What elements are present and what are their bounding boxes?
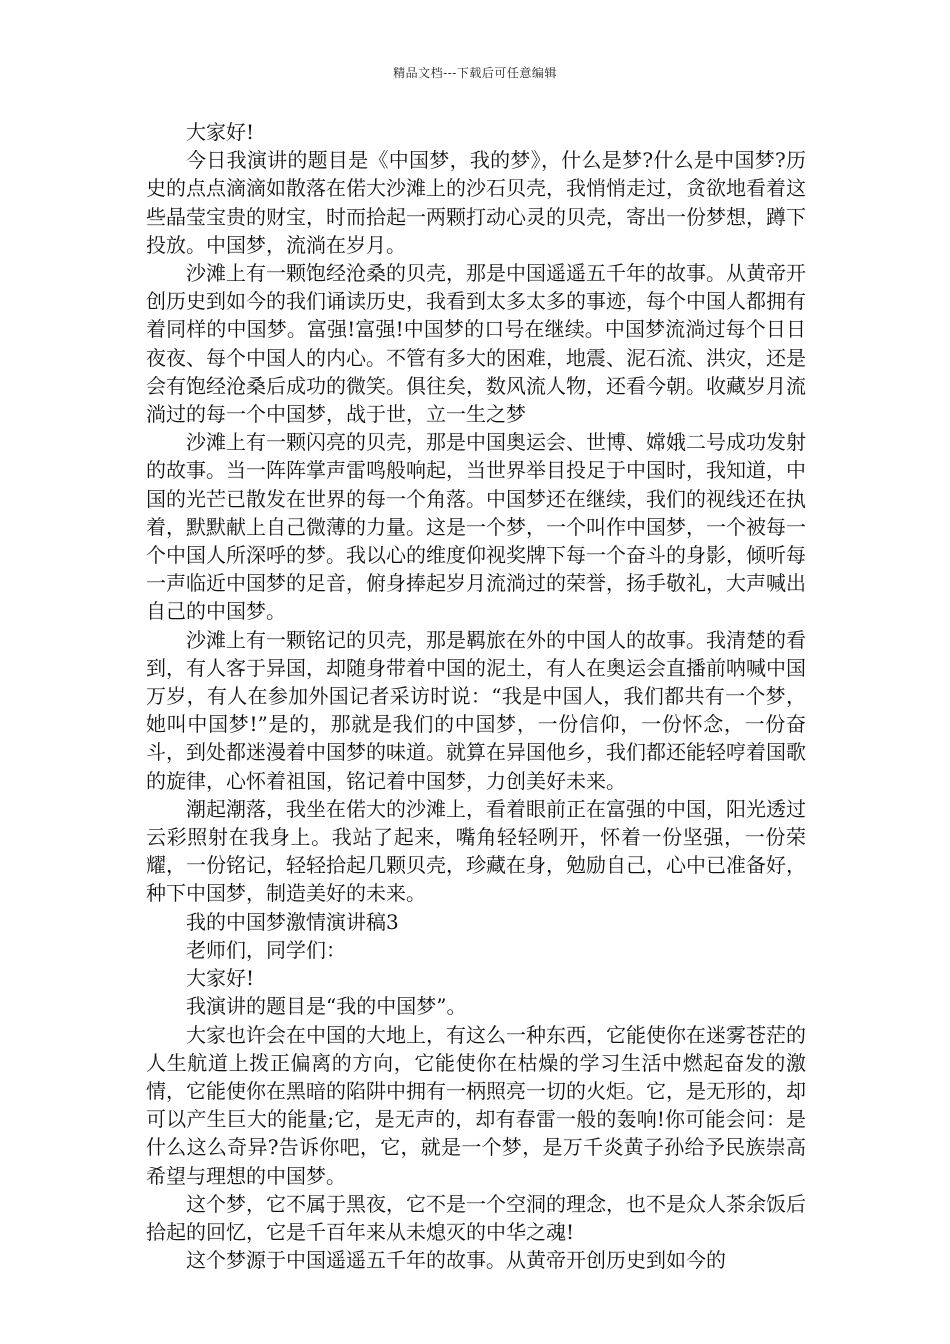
paragraph: 大家也许会在中国的大地上，有这么一种东西，它能使你在迷雾苍茫的人生航道上拨正偏离的方向，它能使你在枯燥的学习生活中燃起奋发的激情，它能使你在黑暗的陷阱中拥有一柄照亮一切的火炬。它，是无形的，却可以产生巨大的能量;它，是无声的，却有春雷一般的轰响!你可能会问：是什么这么奇异?告诉你吧，它，就是一个梦，是万千炎黄子孙给予民族崇高希望与理想的中国梦。	[146, 1022, 806, 1188]
salutation: 老师们，同学们：	[186, 937, 346, 962]
document-body	[146, 118, 806, 1274]
paragraph-greeting: 大家好!	[186, 966, 255, 991]
paragraph: 潮起潮落，我坐在偌大的沙滩上，看着眼前正在富强的中国，阳光透过云彩照射在我身上。我站了起来，嘴角轻轻咧开，怀着一份坚强，一份荣耀，一份铭记，轻轻拾起几颗贝壳，珍藏在身，勉励自己，心中已准备好，种下中国梦，制造美好的未来。	[146, 796, 806, 906]
section-title: 我的中国梦激情演讲稿3	[186, 909, 399, 934]
paragraph: 我演讲的题目是“我的中国梦”。	[186, 994, 467, 1019]
paragraph-greeting: 大家好!	[186, 120, 255, 144]
paragraph: 这个梦，它不属于黑夜，它不是一个空洞的理念，也不是众人茶余饭后拾起的回忆，它是千百年来从未熄灭的中华之魂!	[146, 1191, 806, 1244]
page-header: 精品文档---下载后可任意编辑	[393, 66, 557, 80]
paragraph: 今日我演讲的题目是《中国梦，我的梦》，什么是梦?什么是中国梦?历史的点点滴滴如散落在偌大沙滩上的沙石贝壳，我悄悄走过，贪欲地看着这些晶莹宝贵的财宝，时而拾起一两颗打动心灵的贝壳，寄出一份梦想，蹲下投放。中国梦，流淌在岁月。	[146, 148, 806, 257]
paragraph: 沙滩上有一颗饱经沧桑的贝壳，那是中国遥遥五千年的故事。从黄帝开创历史到如今的我们诵读历史，我看到太多太多的事迹，每个中国人都拥有着同样的中国梦。富强!富强!中国梦的口号在继续。中国梦流淌过每个日日夜夜、每个中国人的内心。不管有多大的困难，地震、泥石流、洪灾，还是会有饱经沧桑后成功的微笑。俱往矣，数风流人物，还看今朝。收藏岁月流淌过的每一个中国梦，战于世，立一生之梦	[146, 261, 806, 427]
paragraph: 沙滩上有一颗铭记的贝壳，那是羁旅在外的中国人的故事。我清楚的看到，有人客于异国，却随身带着中国的泥土，有人在奥运会直播前呐喊中国万岁，有人在参加外国记者采访时说：“我是中国人，我们都共有一个梦，她叫中国梦!”是的，那就是我们的中国梦，一份信仰，一份怀念，一份奋斗，到处都迷漫着中国梦的味道。就算在异国他乡，我们都还能轻哼着国歌的旋律，心怀着祖国，铭记着中国梦，力创美好未来。	[146, 627, 806, 793]
paragraph: 沙滩上有一颗闪亮的贝壳，那是中国奥运会、世博、嫦娥二号成功发射的故事。当一阵阵掌声雷鸣般响起，当世界举目投足于中国时，我知道，中国的光芒已散发在世界的每一个角落。中国梦还在继续，我们的视线还在执着，默默献上自己微薄的力量。这是一个梦，一个叫作中国梦，一个被每一个中国人所深呼的梦。我以心的维度仰视奖牌下每一个奋斗的身影，倾听每一声临近中国梦的足音，俯身捧起岁月流淌过的荣誉，扬手敬礼，大声喊出自己的中国梦。	[146, 430, 806, 624]
paragraph: 这个梦源于中国遥遥五千年的故事。从黄帝开创历史到如今的	[186, 1248, 726, 1273]
